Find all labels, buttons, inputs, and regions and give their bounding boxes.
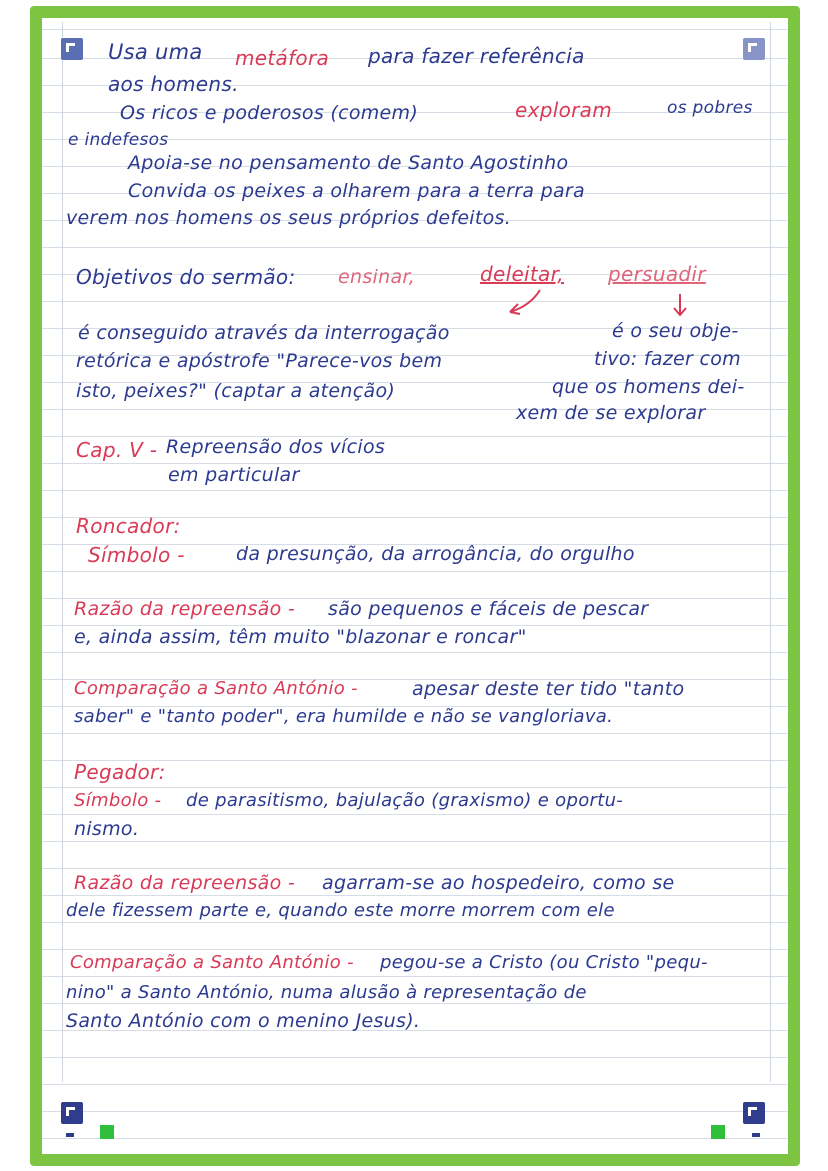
note-text: é conseguido através da interrogação bbox=[78, 322, 450, 344]
note-highlight: Comparação a Santo António - bbox=[70, 952, 354, 973]
corner-marker-icon bbox=[743, 1102, 765, 1124]
corner-dash bbox=[66, 1133, 74, 1137]
note-text: para fazer referência bbox=[368, 44, 585, 68]
green-square-icon bbox=[711, 1125, 725, 1139]
note-text: são pequenos e fáceis de pescar bbox=[328, 598, 649, 620]
note-highlight: persuadir bbox=[608, 262, 706, 286]
note-highlight: deleitar, bbox=[480, 262, 564, 286]
note-highlight: exploram bbox=[515, 98, 612, 122]
note-heading: Objetivos do sermão: bbox=[76, 265, 296, 289]
note-highlight: Razão da repreensão - bbox=[74, 872, 296, 894]
green-square-icon bbox=[100, 1125, 114, 1139]
note-text: da presunção, da arrogância, do orgulho bbox=[236, 543, 635, 565]
note-text: pegou-se a Cristo (ou Cristo "pequ- bbox=[380, 952, 708, 973]
note-text: isto, peixes?" (captar a atenção) bbox=[76, 380, 396, 402]
corner-marker-icon bbox=[61, 38, 83, 60]
note-text: Convida os peixes a olharem para a terra para bbox=[128, 180, 585, 202]
note-text: aos homens. bbox=[108, 72, 239, 96]
note-highlight: Símbolo - bbox=[88, 543, 185, 567]
note-text: Usa uma bbox=[108, 40, 203, 64]
note-text: apesar deste ter tido "tanto bbox=[412, 678, 685, 700]
note-heading: Pegador: bbox=[74, 760, 166, 784]
note-highlight: metáfora bbox=[235, 46, 330, 70]
note-text: os pobres bbox=[667, 98, 753, 118]
note-text: Repreensão dos vícios bbox=[166, 436, 386, 458]
note-heading: Roncador: bbox=[76, 514, 181, 538]
note-text: é o seu obje- bbox=[612, 320, 739, 342]
note-highlight: ensinar, bbox=[338, 266, 416, 288]
note-text: e, ainda assim, têm muito "blazonar e roncar" bbox=[74, 626, 527, 648]
note-text: saber" e "tanto poder", era humilde e não se vangloriava. bbox=[74, 706, 614, 727]
note-text: dele fizessem parte e, quando este morre morrem com ele bbox=[66, 900, 615, 921]
note-text: e indefesos bbox=[68, 130, 169, 150]
note-text: em particular bbox=[168, 464, 300, 486]
note-text: que os homens dei- bbox=[552, 376, 745, 398]
note-text: nino" a Santo António, numa alusão à representação de bbox=[66, 982, 587, 1003]
arrows-icon bbox=[470, 288, 740, 324]
note-highlight: Símbolo - bbox=[74, 790, 162, 811]
note-text: Apoia-se no pensamento de Santo Agostinho bbox=[128, 152, 569, 174]
corner-dash bbox=[752, 1133, 760, 1137]
corner-marker-icon bbox=[61, 1102, 83, 1124]
note-highlight: Razão da repreensão - bbox=[74, 598, 296, 620]
note-text: verem nos homens os seus próprios defeitos. bbox=[66, 207, 512, 229]
note-text: agarram-se ao hospedeiro, como se bbox=[322, 872, 675, 894]
note-highlight: Comparação a Santo António - bbox=[74, 678, 358, 699]
margin-line-right bbox=[770, 22, 771, 1082]
note-text: tivo: fazer com bbox=[594, 348, 741, 370]
corner-marker-icon bbox=[743, 38, 765, 60]
note-text: Santo António com o menino Jesus). bbox=[66, 1010, 421, 1032]
note-text: retórica e apóstrofe "Parece-vos bem bbox=[76, 350, 443, 372]
note-text: nismo. bbox=[74, 818, 140, 840]
note-text: de parasitismo, bajulação (graxismo) e oportu- bbox=[186, 790, 624, 811]
note-text: Os ricos e poderosos (comem) bbox=[120, 102, 419, 124]
margin-line-left bbox=[62, 22, 63, 1082]
note-heading: Cap. V - bbox=[76, 438, 158, 462]
note-text: xem de se explorar bbox=[516, 402, 706, 424]
